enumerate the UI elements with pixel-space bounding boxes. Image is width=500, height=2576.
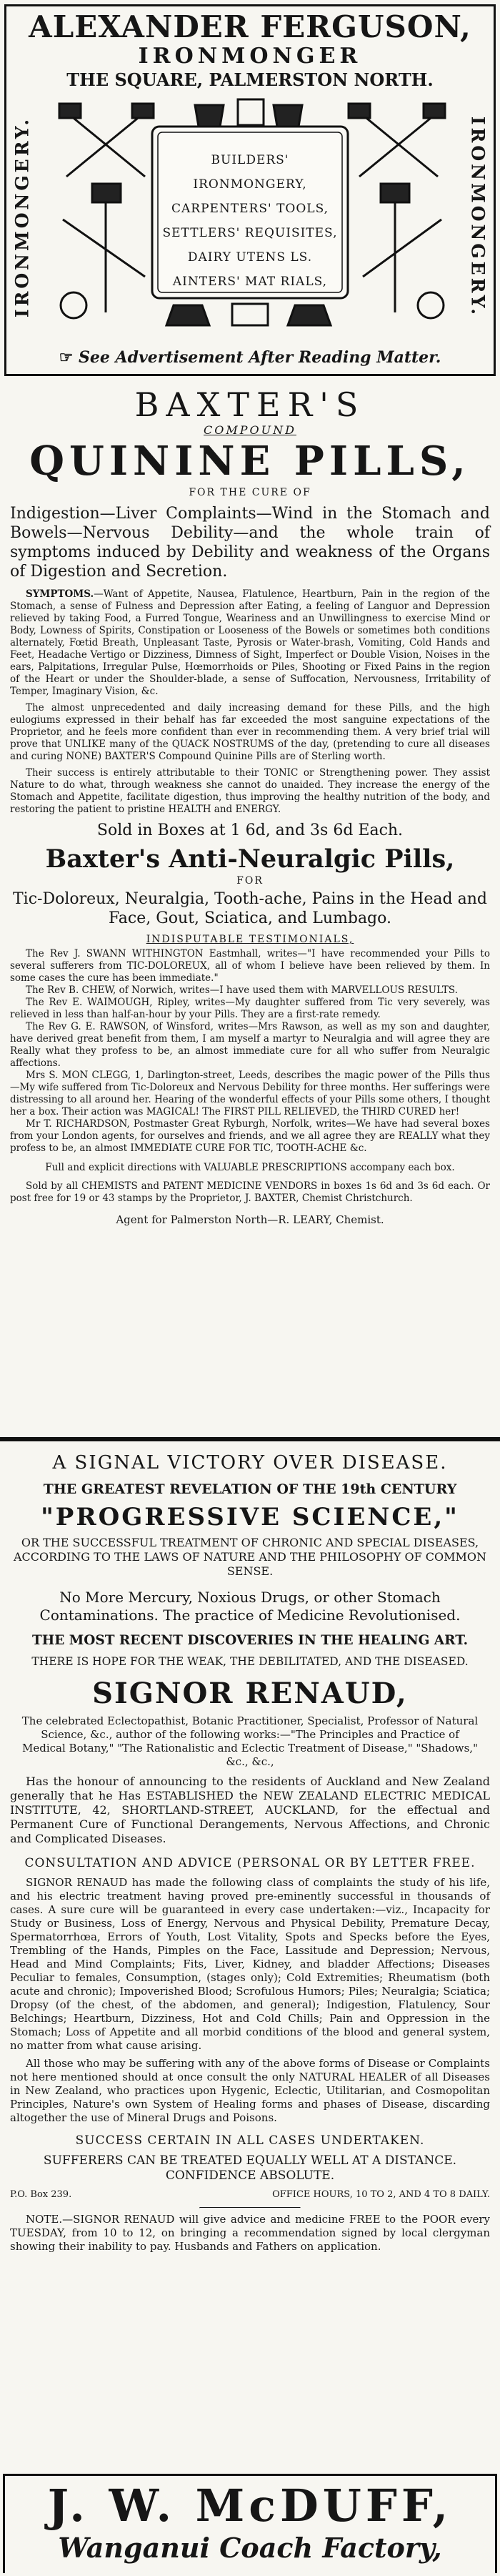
testimonial-richardson: Mr T. RICHARDSON, Postmaster Great Ryburgh, Norfolk, writes—We have had several boxes from your London agents, for ourselves and friends, and we all agree they are REALLY what they profess to be, an almost IMMEDIATE CURE FOR TIC, TOOTH-ACHE &c. bbox=[10, 1118, 490, 1154]
ferguson-footer bbox=[6, 348, 494, 367]
renaud-note: NOTE.—SIGNOR RENAUD will give advice and medicine FREE to the POOR every TUESDAY, from 10 to 12, on bringing a recommendation signed by local clergyman showing their inability to pay. Husbands and Fathers on application. bbox=[10, 2213, 490, 2253]
renaud-po-hours bbox=[10, 2189, 490, 2200]
ferguson-items-list bbox=[159, 148, 341, 294]
renaud-successful: OR THE SUCCESSFUL TREATMENT OF CHRONIC AND SPECIAL DISEASES, ACCORDING TO THE LAWS OF NATURE AND THE PHILOSOPHY OF COMMON SENSE. bbox=[13, 1536, 487, 1578]
pointing-hand-icon: ☞ bbox=[59, 348, 74, 367]
baxter-testimonials bbox=[10, 948, 490, 1155]
item-tools: CARPENTERS' TOOLS, bbox=[171, 202, 329, 216]
renaud-headline: A SIGNAL VICTORY OVER DISEASE. bbox=[52, 1452, 448, 1474]
tools-illustration bbox=[45, 98, 455, 330]
baxter-symptoms-label: SYMPTOMS. bbox=[26, 588, 94, 600]
renaud-greatest: THE GREATEST REVELATION OF THE 19th CENTURY bbox=[43, 1481, 457, 1497]
baxter-advertisement bbox=[6, 386, 494, 1430]
renaud-sufferers: SUFFERERS CAN BE TREATED EQUALLY WELL AT A DISTANCE. CONFIDENCE ABSOLUTE. bbox=[43, 2153, 457, 2183]
baxter-agent: Agent for Palmerston North—R. LEARY, Chemist. bbox=[116, 1213, 384, 1226]
side-label-left: IRONMONGERY. bbox=[11, 116, 33, 318]
renaud-hope: THERE IS HOPE FOR THE WEAK, THE DEBILITATED, AND THE DISEASED. bbox=[31, 1655, 469, 1668]
renaud-success: SUCCESS CERTAIN IN ALL CASES UNDERTAKEN. bbox=[75, 2133, 425, 2148]
renaud-office-hours: OFFICE HOURS, 10 TO 2, AND 4 TO 8 DAILY. bbox=[272, 2189, 490, 2200]
ferguson-advertisement bbox=[4, 4, 496, 376]
ferguson-trade: IRONMONGER bbox=[138, 44, 362, 69]
item-dairy: DAIRY UTENS LS. bbox=[187, 250, 313, 265]
renaud-most-recent: THE MOST RECENT DISCOVERIES IN THE HEALING ART. bbox=[31, 1633, 469, 1648]
testimonial-chew: The Rev B. CHEW, of Norwich, writes—I have used them with MARVELLOUS RESULTS. bbox=[26, 984, 458, 996]
renaud-note-rule bbox=[199, 2207, 301, 2209]
baxter-for-the-cure-of: FOR THE CURE OF bbox=[189, 487, 311, 498]
renaud-announce: Has the honour of announcing to the residents of Auckland and New Zealand generally that he Has ESTABLISHED the NEW ZEALAND ELECTRIC MEDICAL INSTITUTE, 42, SHORTLAND-STREET, AUCKLAND, for the effectual and Permanent Cure of Functional Derangements, Nervous Affections, and Chronic and Complicated Diseases. bbox=[10, 1775, 490, 1845]
baxter-indications: Indigestion—Liver Complaints—Wind in the Stomach and Bowels—Nervous Debility—and the whole train of symptoms induced by Debility and weakness of the Organs of Digestion and Secretion. bbox=[10, 505, 490, 581]
testimonial-waimough: The Rev E. WAIMOUGH, Ripley, writes—My daughter suffered from Tic very severely, was relieved in less than half-an-hour by your Pills. They are a first-rate remedy. bbox=[10, 997, 490, 1020]
baxter-product2: Baxter's Anti-Neuralgic Pills, bbox=[45, 844, 455, 874]
renaud-name: SIGNOR RENAUD, bbox=[92, 1677, 408, 1710]
baxter-sold-price: Sold in Boxes at 1 6d, and 3s 6d Each. bbox=[96, 821, 404, 839]
renaud-bio: The celebrated Eclectopathist, Botanic Practitioner, Specialist, Professor of Natural Science, &c., author of the following works:—"The Principles and Practice of Medical Botany," "The Rationalistic and Eclectic Treatment of Disease," "Shadows," &c., &c., bbox=[21, 1714, 479, 1768]
baxter-para2: The almost unprecedented and daily increasing demand for these Pills, and the high eulogiums expressed in their behalf has far exceeded the most sanguine expectations of the Proprietor, and he feels more confident than ever in recommending them. A very brief trial will prove that UNLIKE many of the QUACK NOSTRUMS of the day, (pretending to cure all diseases and curing NONE) BAXTER'S Compound Quinine Pills are of Sterling worth. bbox=[10, 702, 490, 762]
baxter-compound: COMPOUND bbox=[204, 423, 296, 437]
baxter-testimonials-head: INDISPUTABLE TESTIMONIALS, bbox=[146, 934, 354, 945]
item-settlers: SETTLERS' REQUISITES, bbox=[162, 226, 338, 240]
side-label-right: IRONMONGERY. bbox=[467, 116, 489, 318]
testimonial-clegg: Mrs S. MON CLEGG, 1, Darlington-street, Leeds, describes the magic power of the Pills thus—My wife suffered from Tic-Doloreux and Nervous Debility for three months. Her sufferings were distressing to all around her. Hearing of the wonderful effects of your Pills some others, I thought her a box. Their action was MAGICAL! The FIRST PILL RELIEVED, the THIRD CURED her! bbox=[10, 1070, 490, 1117]
testimonial-rawson: The Rev G. E. RAWSON, of Winsford, writes—Mrs Rawson, as well as my son and daughter, have derived great benefit from them, I am myself a martyr to Neuralgia and will agree they are Really what they profess to be, an almost immediate cure for all who suffer from Neuralgic affections. bbox=[10, 1021, 490, 1069]
mcduff-advertisement bbox=[3, 2474, 497, 2573]
renaud-consult: CONSULTATION AND ADVICE (PERSONAL OR BY LETTER FREE. bbox=[24, 1856, 476, 1870]
section-divider bbox=[0, 1437, 500, 1441]
renaud-progressive: "PROGRESSIVE SCIENCE," bbox=[41, 1503, 459, 1531]
baxter-sold-by: Sold by all CHEMISTS and PATENT MEDICINE VENDORS in boxes 1s 6d and 3s 6d each. Or post free for 19 or 43 stamps by the Proprietor, J. BAXTER, Chemist Christchurch. bbox=[10, 1180, 490, 1204]
renaud-body: SIGNOR RENAUD has made the following class of complaints the study of his life, and his electric treatment having proved pre-eminently successful in thousands of cases. A sure cure will be guaranteed in every case undertaken:—viz., Incapacity for Study or Business, Loss of Energy, Nervous and Physical Debility, Premature Decay, Spermatorrhœa, Errors of Youth, Lost Vitality, Spots and Specks before the Eyes, Trembling of the Hands, Pimples on the Face, Lassitude and Depression; Nervous, Head and Mind Complaints; Fits, Liver, Kidney, and bladder Affections; Diseases Peculiar to females, Consumption, (stages only); Cold Extremities; Rheumatism (both acute and chronic); Impoverished Blood; Scrofulous Humors; Piles; Neuralgia; Sciatica; Dropsy (of the chest, of the abdomen, and general); Indigestion, Flatulency, Sour Belchings; Heartburn, Dizziness, Hot and Cold Chills; Pain and Oppression in the Stomach; Loss of Appetite and all morbid conditions of the blood and general system, no matter from what cause arising. bbox=[10, 1876, 490, 2052]
baxter-symptoms-text: —Want of Appetite, Nausea, Flatulence, Heartburn, Pain in the region of the Stomach, a sense of Fulness and Depression after Eating, a feeling of Languor and Depression relieved by taking Food, a Furred Tongue, Weariness and an Unwillingness to exercise Mind or Body, Lowness of Spirits, Constipation or Looseness of the Bowels or sometimes both conditions alternately, Fœtid Breath, Unpleasant Taste, Pyrosis or Water-brash, Vomiting, Cold Hands and Feet, Headache Vertigo or Dizziness, Dimness of Sight, Imperfect or Double Vision, Noises in the ears, Palpitations, Irregular Pulse, Hœmorrhoids or Piles, Shooting or Fixed Pains in the region of the Heart or under the Shoulder-blade, a sense of Suffocation, Nervousness, Irritability of Temper, Imaginary Vision, &c. bbox=[10, 588, 490, 697]
ferguson-address: THE SQUARE, PALMERSTON NORTH. bbox=[66, 69, 434, 90]
baxter-symptoms bbox=[10, 588, 490, 698]
baxter-prescriptions: Full and explicit directions with VALUABLE PRESCRIPTIONS accompany each box. bbox=[45, 1162, 455, 1173]
baxter-para3: Their success is entirely attributable to their TONIC or Strengthening power. They assist Nature to do what, through weakness she cannot do unaided. They increase the energy of the Stomach and Appetite, facilitate digestion, thus improving the healthy nutrition of the body, and restoring the patient to pristine HEALTH and ENERGY. bbox=[10, 767, 490, 815]
baxter-brand: BAXTER'S bbox=[134, 385, 366, 424]
baxter-for2: FOR bbox=[236, 875, 264, 887]
renaud-advertisement bbox=[6, 1451, 494, 2452]
renaud-no-mercury: No More Mercury, Noxious Drugs, or other Stomach Contaminations. The practice of Medicine Revolutionised. bbox=[39, 1589, 461, 1624]
ferguson-footer-text: See Advertisement After Reading Matter. bbox=[79, 348, 441, 367]
ferguson-name: ALEXANDER FERGUSON, bbox=[29, 9, 471, 44]
item-builders: BUILDERS' IRONMONGERY, bbox=[193, 153, 307, 192]
baxter-product: QUININE PILLS, bbox=[29, 438, 471, 485]
baxter-indications2: Tic-Doloreux, Neuralgia, Tooth-ache, Pains in the Head and Face, Gout, Sciatica, and Lumbago. bbox=[13, 890, 487, 927]
renaud-body2: All those who may be suffering with any of the above forms of Disease or Complaints not here mentioned should at once consult the only NATURAL HEALER of all Diseases in New Zealand, who practices upon Hygenic, Eclectic, Utilitarian, and Cosmopolitan Principles, Nature's own System of Healing forms and phases of Disease, discarding altogether the use of Mineral Drugs and Poisons. bbox=[10, 2057, 490, 2124]
mcduff-name: J. W. McDUFF, bbox=[47, 2479, 453, 2532]
testimonial-withington: The Rev J. SWANN WITHINGTON Eastmhall, writes—"I have recommended your Pills to several sufferers from TIC-DOLOREUX, all of whom I believe have been relieved by them. In some cases the cure has been immediate." bbox=[10, 948, 490, 984]
mcduff-sub: Wanganui Coach Factory, bbox=[58, 2532, 442, 2564]
renaud-po-box: P.O. Box 239. bbox=[10, 2189, 72, 2200]
item-painters: AINTERS' MAT RIALS, bbox=[172, 275, 328, 289]
